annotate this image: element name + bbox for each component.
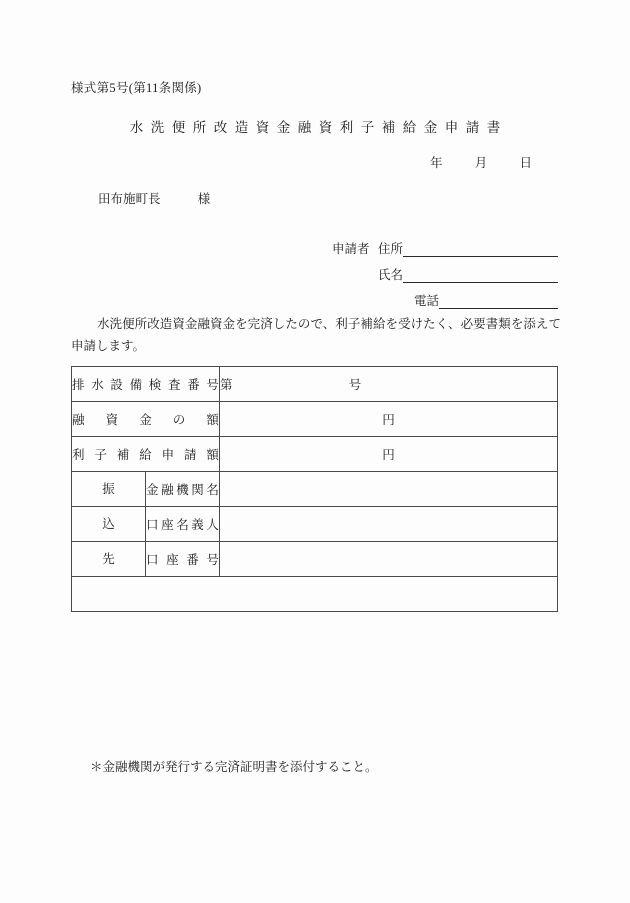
inspection-number-prefix: 第 (220, 378, 233, 392)
table-row-notes (72, 577, 558, 612)
table-row-loan-amount (72, 402, 558, 437)
footnote: ＊金融機関が発行する完済証明書を添付すること。 (90, 760, 378, 774)
addressee-honorific: 様 (197, 192, 211, 206)
applicant-name-input[interactable] (403, 264, 558, 283)
loan-amount-label-cell (72, 402, 220, 437)
account-holder-value-cell[interactable] (220, 507, 558, 542)
inspection-number-label: 排水設備検査番号 (72, 378, 219, 392)
addressee (98, 189, 210, 207)
transfer-destination-char-3 (72, 542, 146, 577)
bank-name-label: 金融機関名 (146, 483, 219, 497)
table-row-inspection-number (72, 367, 558, 402)
inspection-number-suffix: 号 (348, 378, 362, 392)
applicant-address-label: 住所 (378, 242, 404, 256)
account-number-label-cell (146, 542, 220, 577)
inspection-number-line (220, 375, 361, 393)
application-table (71, 366, 558, 612)
subsidy-amount-label: 利子補給申請額 (72, 448, 219, 462)
date-line (430, 153, 532, 171)
applicant-tel-input[interactable] (439, 290, 558, 309)
table-row-account-holder (72, 507, 558, 542)
account-number-label: 口座番号 (146, 553, 219, 567)
applicant-label: 申請者 (332, 242, 370, 256)
account-number-value-cell[interactable] (220, 542, 558, 577)
loan-amount-label: 融資金の額 (72, 413, 219, 427)
document-title: 水洗便所改造資金融資利子補給金申請書 (129, 120, 508, 135)
date-day-label: 日 (519, 156, 533, 170)
loan-amount-unit: 円 (382, 413, 395, 427)
loan-amount-value-cell[interactable] (220, 402, 558, 437)
transfer-char-komi: 込 (102, 517, 115, 531)
date-year-label: 年 (430, 156, 443, 170)
notes-cell[interactable] (72, 577, 558, 612)
inspection-number-value-cell[interactable] (220, 367, 558, 402)
table-row-account-number (72, 542, 558, 577)
transfer-destination-char-1 (72, 472, 146, 507)
applicant-tel-label: 電話 (414, 294, 440, 308)
subsidy-amount-unit: 円 (382, 448, 395, 462)
addressee-name: 田布施町長 (98, 192, 161, 206)
account-holder-label-cell (146, 507, 220, 542)
subsidy-amount-label-cell (72, 437, 220, 472)
transfer-char-saki: 先 (102, 552, 115, 566)
account-holder-label: 口座名義人 (146, 518, 219, 532)
applicant-name-row (332, 257, 558, 283)
applicant-address-input[interactable] (403, 238, 558, 257)
inspection-number-label-cell (72, 367, 220, 402)
applicant-name-label: 氏名 (378, 268, 404, 282)
transfer-destination-char-2 (72, 507, 146, 542)
subsidy-amount-value-cell[interactable] (220, 437, 558, 472)
table-row-bank-name (72, 472, 558, 507)
date-month-label: 月 (474, 156, 488, 170)
transfer-char-furi: 振 (102, 482, 115, 496)
applicant-tel-row (332, 283, 558, 309)
body-paragraph: 水洗便所改造資金融資金を完済したので、利子補給を受けたく、必要書類を添えて申請します。 (71, 317, 561, 353)
bank-name-value-cell[interactable] (220, 472, 558, 507)
form-number: 様式第5号(第11条関係) (71, 81, 202, 95)
bank-name-label-cell (146, 472, 220, 507)
applicant-address-row (332, 231, 558, 257)
table-row-subsidy-amount (72, 437, 558, 472)
applicant-block (332, 231, 558, 309)
